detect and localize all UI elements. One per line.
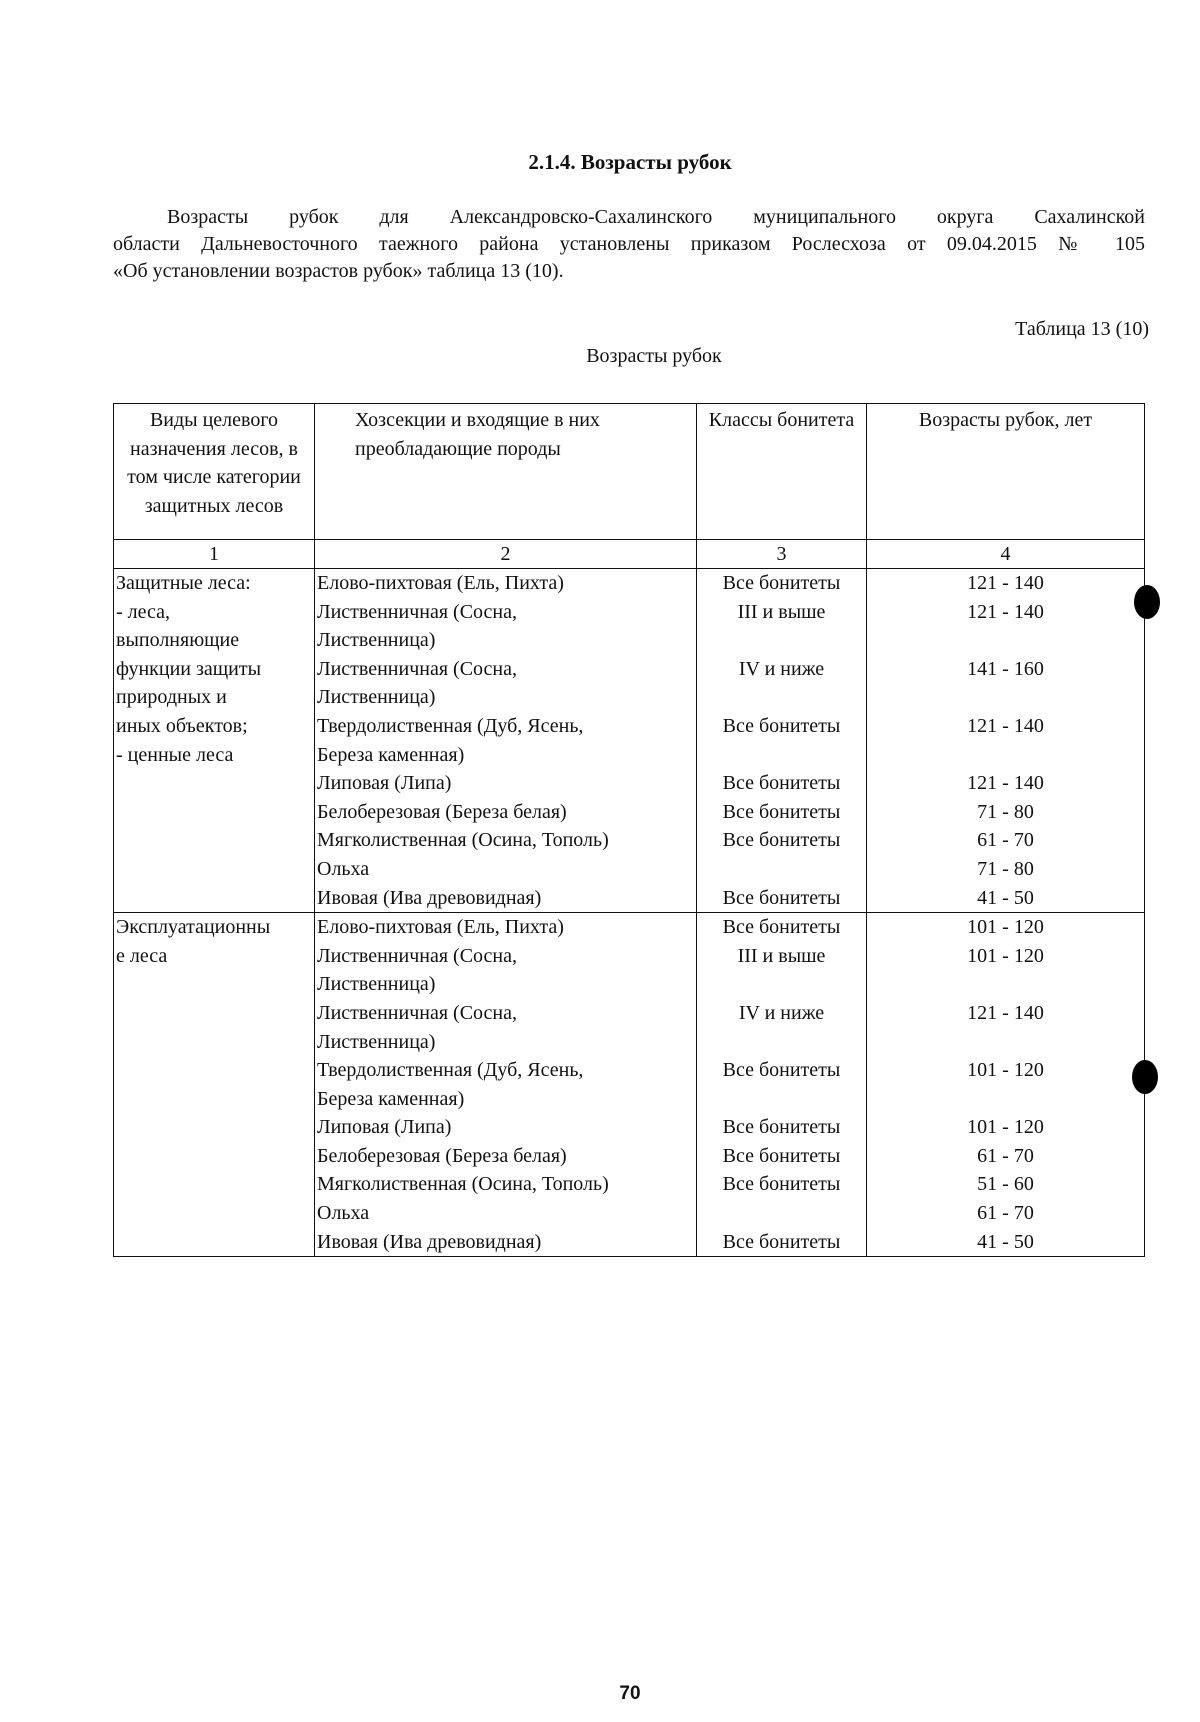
- age-value: 41 - 50: [977, 1230, 1034, 1253]
- section-line: Лиственница): [317, 1030, 436, 1053]
- bonitet-value: Все бонитеты: [722, 1144, 841, 1167]
- bonitet-value: [699, 1199, 864, 1228]
- section-line: Лиственница): [317, 629, 436, 652]
- bonitet-value: III и выше: [737, 944, 826, 967]
- section-line: Липовая (Липа): [317, 772, 452, 795]
- category-line: функции защиты: [116, 657, 262, 680]
- section-line: Ольха: [317, 857, 370, 880]
- section-line: Лиственничная (Сосна,: [317, 657, 517, 680]
- bonitet-value: Все бонитеты: [722, 1173, 841, 1196]
- section-line: Мягколиственная (Осина, Тополь): [317, 1173, 609, 1196]
- category-line: выполняющие: [116, 629, 240, 652]
- section-line: Твердолиственная (Дуб, Ясень,: [317, 714, 584, 737]
- column-number: 4: [867, 540, 1145, 569]
- section-line: Белоберезовая (Береза белая): [317, 800, 567, 823]
- age-value: 121 - 140: [967, 1001, 1044, 1024]
- age-value: 61 - 70: [977, 1144, 1034, 1167]
- section-line: Ивовая (Ива древовидная): [317, 886, 542, 909]
- table-body: [114, 569, 1145, 1257]
- cutting-ages-table: [113, 403, 1145, 1257]
- age-value: 61 - 70: [977, 829, 1034, 852]
- header-bonitet: Классы бонитета: [697, 404, 867, 540]
- age-value: 41 - 50: [977, 886, 1034, 909]
- table-number: Таблица 13 (10): [1015, 318, 1149, 340]
- bonitet-value: Все бонитеты: [722, 916, 841, 939]
- age-value: 61 - 70: [977, 1202, 1034, 1225]
- category-line: Защитные леса:: [116, 572, 251, 594]
- hole-punch-mark: [1134, 585, 1160, 619]
- column-number-row: [114, 540, 1145, 569]
- intro-line: области Дальневосточного таежного района установлены приказом Рослесхоза от 09.04.2015 № 105: [113, 233, 1145, 255]
- age-value: 71 - 80: [977, 857, 1034, 880]
- bonitet-value: IV и ниже: [738, 1001, 825, 1024]
- section-line: Ольха: [317, 1202, 370, 1225]
- category-line: - леса,: [116, 600, 171, 623]
- sections-cell: [315, 913, 697, 1257]
- section-line: Елово-пихтовая (Ель, Пихта): [317, 916, 564, 939]
- category-line: - ценные леса: [116, 743, 234, 766]
- column-number: 3: [697, 540, 867, 569]
- category-line: иных объектов;: [116, 714, 248, 737]
- bonitet-value: Все бонитеты: [722, 1059, 841, 1082]
- bonitet-cell: [697, 913, 867, 1257]
- bonitet-value: III и выше: [737, 600, 826, 623]
- section-line: Береза каменная): [317, 1087, 465, 1110]
- age-value: 121 - 140: [967, 772, 1044, 795]
- bonitet-value: Все бонитеты: [722, 1230, 841, 1253]
- age-value: 121 - 140: [967, 572, 1044, 594]
- age-value: 101 - 120: [967, 1116, 1044, 1139]
- section-line: Липовая (Липа): [317, 1116, 452, 1139]
- bonitet-value: Все бонитеты: [722, 772, 841, 795]
- sections-cell: [315, 569, 697, 913]
- section-line: Ивовая (Ива древовидная): [317, 1230, 542, 1253]
- bonitet-value: IV и ниже: [738, 657, 825, 680]
- section-line: Лиственница): [317, 973, 436, 996]
- age-value: 101 - 120: [967, 916, 1044, 939]
- category-line: Эксплуатационны: [116, 916, 271, 939]
- age-value: 71 - 80: [977, 800, 1034, 823]
- age-cell: [867, 913, 1145, 1257]
- section-title: 2.1.4. Возрасты рубок: [528, 150, 732, 174]
- section-line: Елово-пихтовая (Ель, Пихта): [317, 572, 564, 594]
- age-value: 141 - 160: [967, 657, 1044, 680]
- intro-line: Возрасты рубок для Александровско-Сахалинского муниципального округа Сахалинской: [167, 206, 1145, 228]
- table-caption: Возрасты рубок: [586, 345, 722, 367]
- age-value: 51 - 60: [977, 1173, 1034, 1196]
- page-number: 70: [619, 1683, 641, 1704]
- bonitet-value: Все бонитеты: [722, 572, 841, 594]
- section-line: Твердолиственная (Дуб, Ясень,: [317, 1059, 584, 1082]
- hole-punch-mark: [1132, 1060, 1158, 1094]
- section-line: Белоберезовая (Береза белая): [317, 1144, 567, 1167]
- section-line: Мягколиственная (Осина, Тополь): [317, 829, 609, 852]
- section-line: Береза каменная): [317, 743, 465, 766]
- bonitet-value: Все бонитеты: [722, 829, 841, 852]
- bonitet-value: Все бонитеты: [722, 800, 841, 823]
- column-number: 1: [114, 540, 315, 569]
- header-sections: Хозсекции и входящие в них преобладающие породы: [315, 404, 697, 540]
- bonitet-value: [699, 855, 864, 884]
- bonitet-cell: [697, 569, 867, 913]
- age-value: 101 - 120: [967, 944, 1044, 967]
- intro-line: «Об установлении возрастов рубок» таблица 13 (10).: [113, 260, 564, 282]
- column-number: 2: [315, 540, 697, 569]
- table-header-row: [114, 404, 1145, 540]
- table-group-row: [114, 913, 1145, 1257]
- bonitet-value: Все бонитеты: [722, 714, 841, 737]
- header-cutting-age: Возрасты рубок, лет: [867, 404, 1145, 540]
- section-line: Лиственничная (Сосна,: [317, 600, 517, 623]
- bonitet-value: Все бонитеты: [722, 886, 841, 909]
- bonitet-value: Все бонитеты: [722, 1116, 841, 1139]
- section-line: Лиственничная (Сосна,: [317, 1001, 517, 1024]
- age-value: 121 - 140: [967, 600, 1044, 623]
- category-line: е леса: [116, 944, 168, 967]
- age-cell: [867, 569, 1145, 913]
- age-value: 101 - 120: [967, 1059, 1044, 1082]
- section-line: Лиственничная (Сосна,: [317, 944, 517, 967]
- header-forest-purpose: Виды целевого назначения лесов, в том числе категории защитных лесов: [114, 404, 315, 540]
- section-line: Лиственница): [317, 686, 436, 709]
- table-group-row: [114, 569, 1145, 913]
- category-cell: [114, 569, 315, 913]
- category-cell: [114, 913, 315, 1257]
- category-line: природных и: [116, 686, 227, 709]
- age-value: 121 - 140: [967, 714, 1044, 737]
- intro-paragraph: [113, 204, 1145, 285]
